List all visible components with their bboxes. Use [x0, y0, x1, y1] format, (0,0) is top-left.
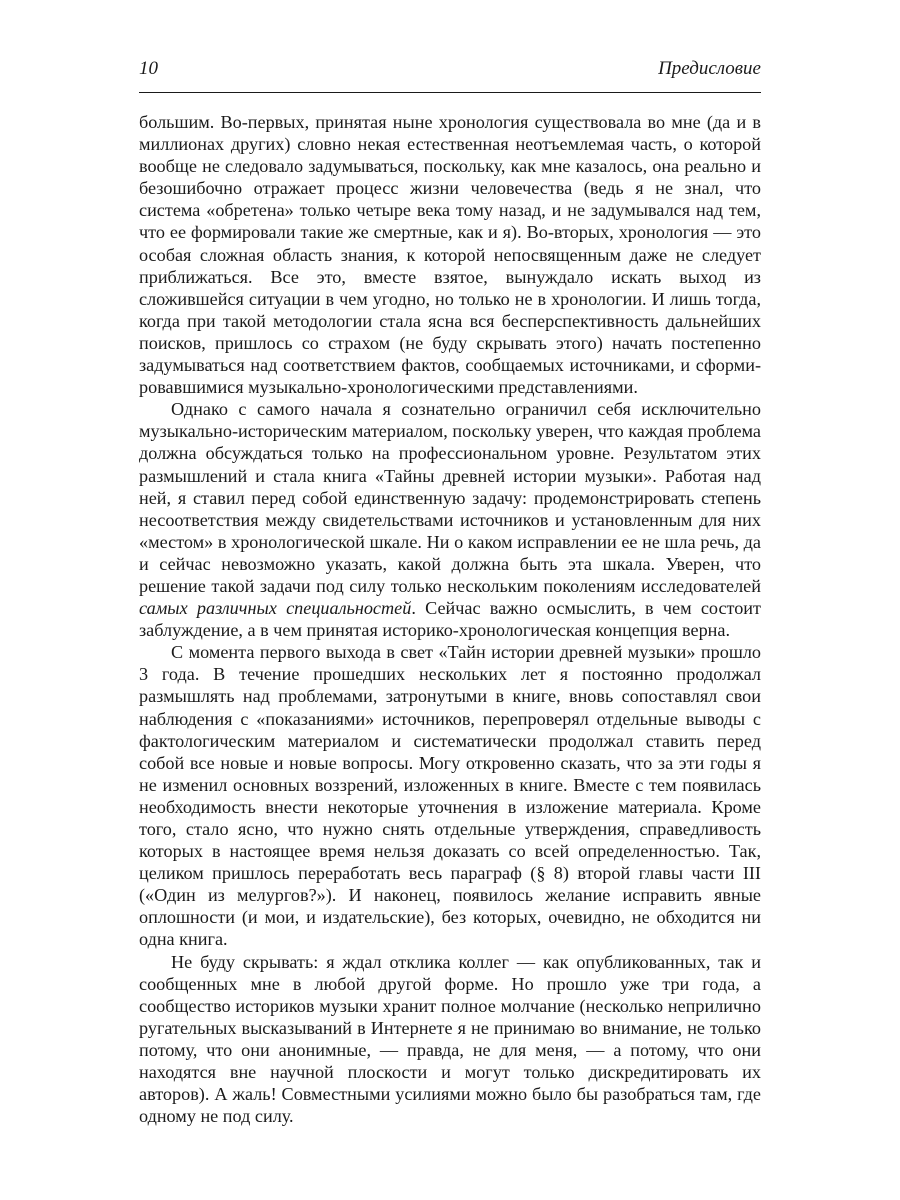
- paragraph-2-text-end: . Сейчас важно осмыслить, в чем состоит заблуждение, а в чем принятая историко-хронологическая концепция верна.: [139, 598, 761, 641]
- paragraph-3: С момента первого выхода в свет «Тайн истории древней музыки» прошло 3 года. В течение прошедших нескольких лет я постоянно продолжал размышлять над проблемами, затронутыми в книге, вновь сопоставлял свои наблюдения с «показаниями» источников, перепроверял отдельные выводы с фактологическим материалом и систематически продолжал ставить перед собой все новые и новые вопросы. Могу откровенно сказать, что за эти годы я не изменил основных воззрений, изложенных в книге. Вместе с тем появилась необходимость внести некоторые уточнения в изложение материала. Кроме того, стало ясно, что нужно снять отдельные утверждения, справедливость которых в настоящее время нельзя доказать со всей определенностью. Так, целиком пришлось переработать весь параграф (§ 8) второй главы части III («Один из мелургов?»). И наконец, появилось желание исправить явные оплошности (и мои, и издательские), без которых, очевидно, не обходится ни одна книга.: [139, 642, 761, 950]
- paragraph-2-text-start: Однако с самого начала я сознательно ограничил себя исключительно музыкально-историческим материалом, поскольку уверен, что каждая проблема должна обсуждаться только на профессиональном уровне. Результатом этих размышлений и стала книга «Тайны древней истории музыки». Работая над ней, я ставил перед собой единственную задачу: продемонстрировать степень несоответствия между свидетельствами источников и установленным для них «местом» в хронологической шкале. Ни о каком исправлении ее не шла речь, да и сейчас невозможно указать, какой должна быть эта шкала. Уверен, что решение такой задачи под силу только нескольким поколениям исследователей: [139, 399, 761, 596]
- paragraph-2-emphasis: самых различных специальностей: [139, 598, 412, 619]
- page-number: 10: [139, 58, 158, 79]
- paragraph-1: большим. Во-первых, принятая ныне хронология существовала во мне (да и в миллионах других) словно некая естественная неотъемлемая часть, о которой вообще не следовало задумываться, поскольку, как мне казалось, она реально и безошибочно отражает процесс жизни человечества (ведь я не знал, что система «обретена» только четыре века тому назад, и не задумывался над тем, что ее формировали такие же смертные, как и я). Во-вторых, хронология — это особая сложная область знания, к которой непосвященным даже не следует приближаться. Все это, вместе взятое, вынуждало искать выход из сложившейся ситуации в чем угодно, но только не в хронологии. И лишь тогда, когда при такой методологии стала ясна вся бесперспективность дальнейших поисков, пришлось со страхом (не буду скрывать этого) начать постепенно задумываться над соответствием фактов, сообщаемых источниками, и сформировавшимися музыкально-хронологическими представлениями.: [139, 112, 761, 398]
- header-divider: [139, 92, 761, 93]
- section-title: Предисловие: [658, 58, 761, 79]
- paragraph-4: Не буду скрывать: я ждал отклика коллег — как опубликованных, так и сообщенных мне в любой другой форме. Но прошло уже три года, а сообщество историков музыки хранит полное молчание (несколько неприлично ругательных высказываний в Интернете я не принимаю во внимание, не только потому, что они анонимные, — правда, не для меня, — а потому, что они находятся вне научной плоскости и могут только дискредитировать их авторов). А жаль! Совместными усилиями можно было бы разобраться там, где одному не под силу.: [139, 951, 761, 1127]
- running-head: [139, 58, 761, 88]
- paragraph-2: [139, 398, 761, 641]
- body-text: [139, 111, 761, 1127]
